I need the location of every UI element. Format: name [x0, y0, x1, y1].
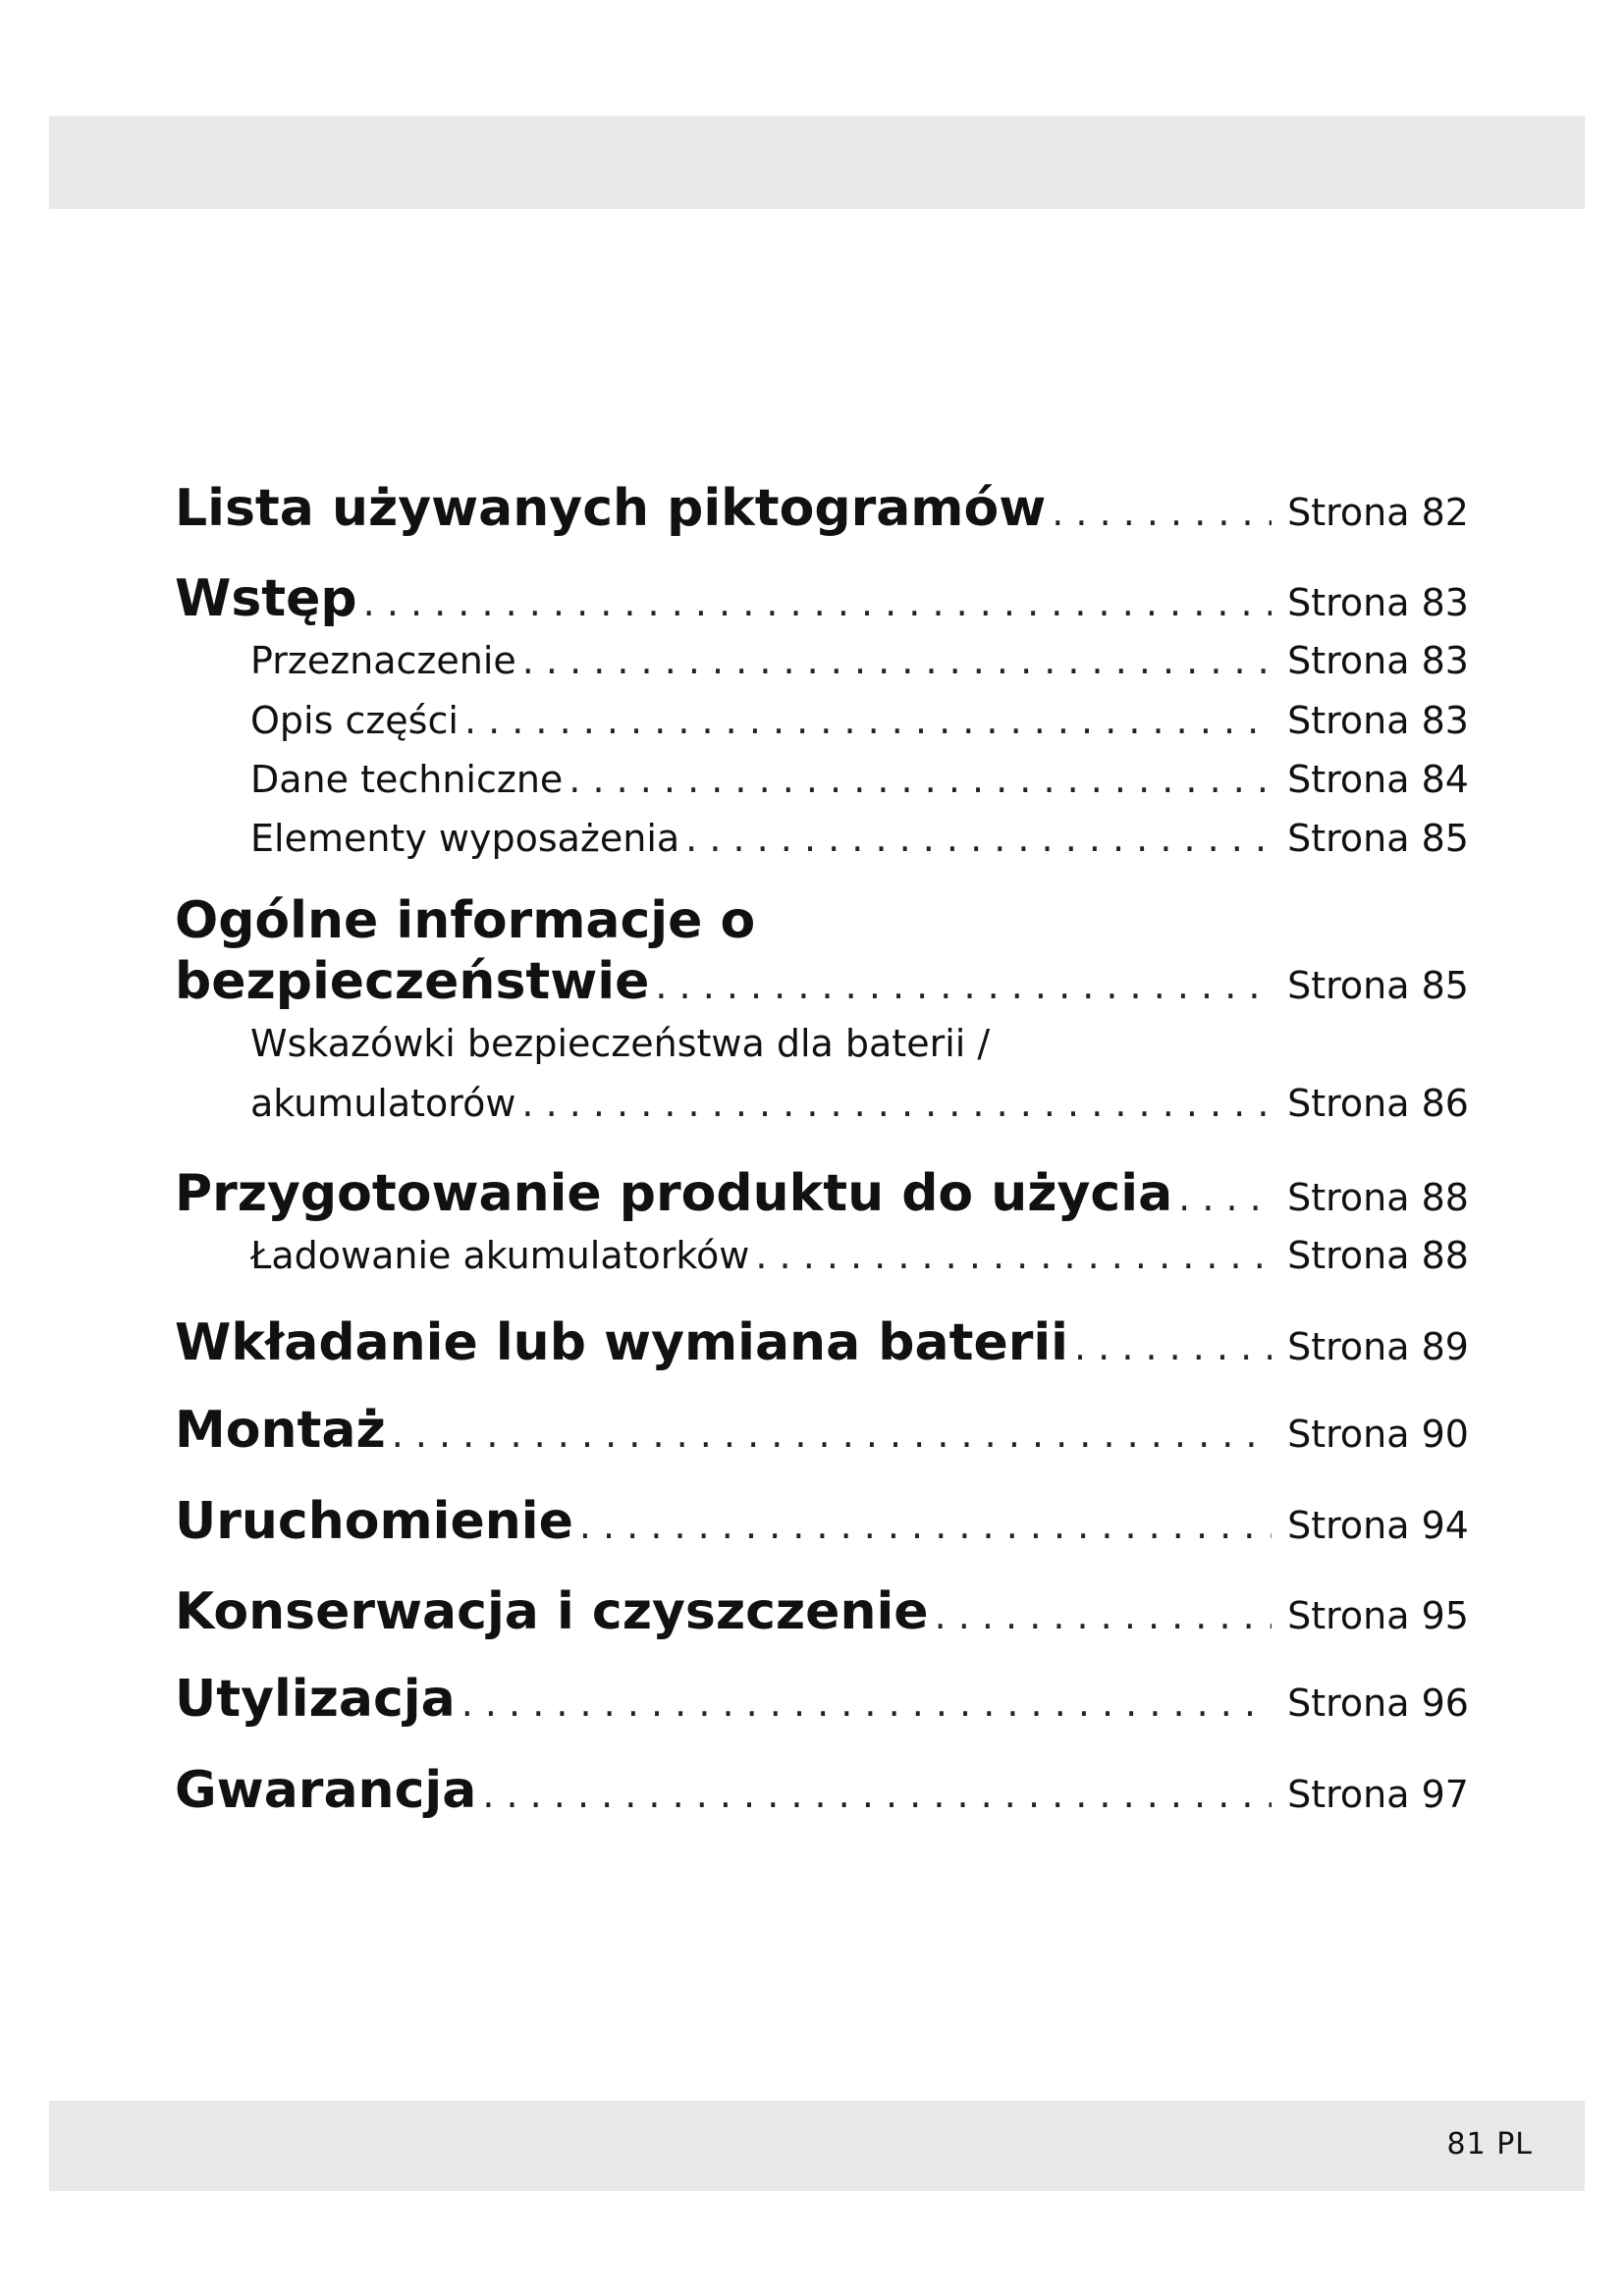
dot-leader — [456, 1682, 1272, 1725]
toc-entry-title: Przeznaczenie — [250, 639, 516, 682]
toc-entry-page: Strona 85 — [1287, 964, 1469, 1007]
toc-entry-startup[interactable] — [175, 1492, 1469, 1551]
toc-entry-equipment[interactable] — [250, 817, 1469, 860]
toc-entry-preparation[interactable] — [175, 1164, 1469, 1223]
toc-entry-page: Strona 95 — [1287, 1594, 1469, 1637]
toc-entry-page: Strona 83 — [1287, 639, 1469, 682]
dot-leader — [476, 1773, 1272, 1816]
toc-entry-page: Strona 82 — [1287, 491, 1469, 534]
dot-leader — [459, 699, 1272, 742]
toc-entry-title: akumulatorów — [250, 1082, 516, 1125]
toc-entry-title: Utylizacja — [175, 1670, 456, 1729]
toc-entry-safety[interactable] — [175, 952, 1469, 1011]
toc-entry-page: Strona 90 — [1287, 1413, 1469, 1456]
dot-leader — [649, 964, 1272, 1007]
toc-entry-battery-safety[interactable] — [250, 1082, 1469, 1125]
toc-entry-page: Strona 86 — [1287, 1082, 1469, 1125]
toc-entry-disposal[interactable] — [175, 1670, 1469, 1729]
dot-leader — [357, 581, 1272, 624]
toc-entry-page: Strona 88 — [1287, 1176, 1469, 1219]
toc-entry-page: Strona 83 — [1287, 699, 1469, 742]
toc-entry-technical-data[interactable] — [250, 758, 1469, 801]
header-band — [49, 116, 1585, 209]
dot-leader — [749, 1234, 1272, 1277]
footer-band — [49, 2101, 1585, 2191]
toc-entry-page: Strona 85 — [1287, 817, 1469, 860]
toc-entry-battery-safety-line1: Wskazówki bezpieczeństwa dla baterii / — [250, 1022, 991, 1065]
toc-entry-parts[interactable] — [250, 699, 1469, 742]
toc-entry-title: Uruchomienie — [175, 1492, 573, 1551]
toc-entry-assembly[interactable] — [175, 1401, 1469, 1460]
toc-entry-page: Strona 84 — [1287, 758, 1469, 801]
toc-entry-page: Strona 83 — [1287, 581, 1469, 624]
dot-leader — [1046, 491, 1272, 534]
toc-entry-title: Konserwacja i czyszczenie — [175, 1582, 929, 1641]
toc-entry-page: Strona 94 — [1287, 1504, 1469, 1547]
dot-leader — [679, 817, 1272, 860]
page-number: 81 PL — [1446, 2127, 1533, 2162]
toc-entry-title: bezpieczeństwie — [175, 952, 650, 1011]
toc-entry-title: Montaż — [175, 1401, 386, 1460]
dot-leader — [563, 758, 1272, 801]
toc-entry-page: Strona 97 — [1287, 1773, 1469, 1816]
toc-entry-title: Gwarancja — [175, 1761, 477, 1820]
toc-entry-title: Wkładanie lub wymiana baterii — [175, 1313, 1068, 1372]
toc-entry-title: Opis części — [250, 699, 459, 742]
toc-entry-page: Strona 89 — [1287, 1325, 1469, 1368]
toc-entry-title: Wstęp — [175, 569, 357, 628]
toc-entry-title: Lista używanych piktogramów — [175, 479, 1047, 538]
toc-entry-page: Strona 96 — [1287, 1682, 1469, 1725]
toc-entry-intended-use[interactable] — [250, 639, 1469, 682]
dot-leader — [516, 639, 1272, 682]
toc-entry-page: Strona 88 — [1287, 1234, 1469, 1277]
dot-leader — [929, 1594, 1272, 1637]
toc-entry-title: Dane techniczne — [250, 758, 564, 801]
toc-entry-title: Ładowanie akumulatorków — [250, 1234, 750, 1277]
toc-entry-warranty[interactable] — [175, 1761, 1469, 1820]
toc-entry-charging[interactable] — [250, 1234, 1469, 1277]
toc-entry-introduction[interactable] — [175, 569, 1469, 628]
toc-entry-pictograms[interactable] — [175, 479, 1469, 538]
toc-entry-title: Elementy wyposażenia — [250, 817, 680, 860]
toc-entry-battery-insert[interactable] — [175, 1313, 1469, 1372]
dot-leader — [386, 1413, 1272, 1456]
dot-leader — [1172, 1176, 1272, 1219]
toc-entry-title: Przygotowanie produktu do użycia — [175, 1164, 1173, 1223]
dot-leader — [515, 1082, 1272, 1125]
dot-leader — [1068, 1325, 1272, 1368]
dot-leader — [573, 1504, 1272, 1547]
toc-entry-safety-line1: Ogólne informacje o — [175, 891, 756, 950]
toc-entry-maintenance[interactable] — [175, 1582, 1469, 1641]
